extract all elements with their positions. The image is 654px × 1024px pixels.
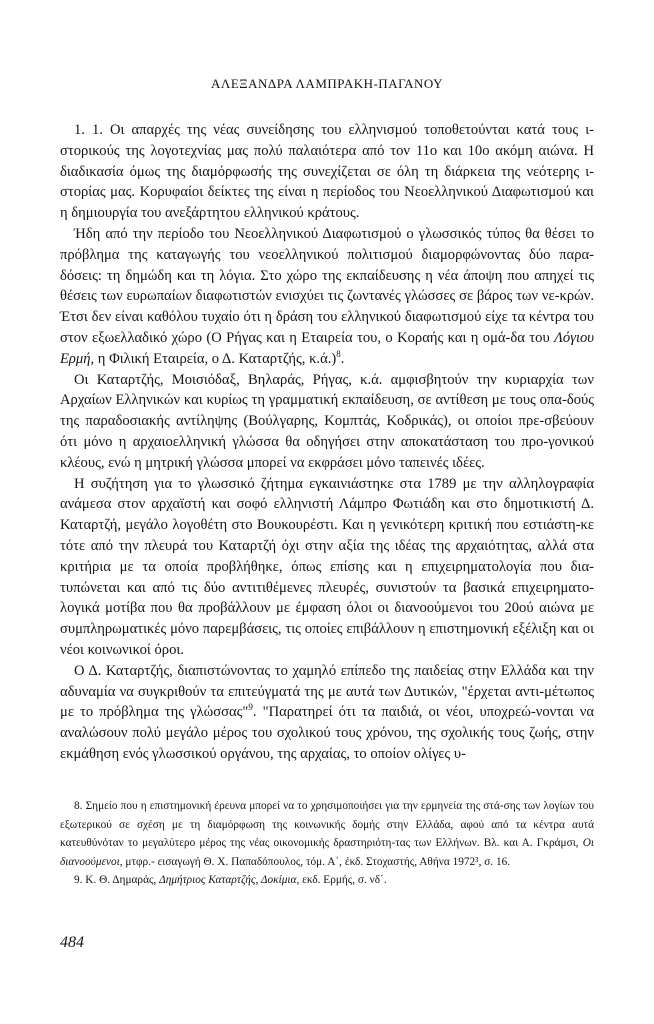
paragraph-3: Οι Καταρτζής, Μοισιόδαξ, Βηλαράς, Ρήγας, κ.ά. αμφισβητούν την κυριαρχία των Αρχαίων Ελληνικών και κυρίως τη γραμματική εκπαίδευση, σε αντίθεση με τους οπα-δούς της παραδοσιακής αντίληψης (Βούλγαρης, Κομπτάς, Κοδρικάς), οι οποίοι πρε-σβεύουν ότι μόνο η αρχαιοελληνική γλώσσα θα οδηγήσει στην αποκατάσταση του προ-γονικού κλέους, ενώ η μητρική γλώσσα μπορεί να εκφράσει μόνο ταπεινές ιδέες. xyxy=(60,371,594,471)
paragraph-1: 1. 1. Οι απαρχές της νέας συνείδησης του ελληνισμού τοποθετούνται κατά τους ι-στορικούς της λογοτεχνίας μας πολύ παλαιότερα από τον 11ο και 10ο ακόμη αιώνα. Η διαδικασία όμως της διαμόρφωσής της συνεχίζεται σε όλη τη διάρκεια της νεότερης ι-στορίας μας. Κορυφαίοι δείκτες της είναι η περίοδος του Νεοελληνικού Διαφωτισμού και η δημιουργία του ανεξάρτητου ελληνικού κράτους. xyxy=(60,122,594,222)
footnote-9-text-a: 9. Κ. Θ. Δημαράς, xyxy=(74,874,160,886)
paragraph-2-text-a: Ήδη από την περίοδο του Νεοελληνικού Διαφωτισμού ο γλωσσικός τύπος θα θέσει το πρόβλημα της καταγωγής του νεοελληνικού πολιτισμού διαμορφώνοντας δύο παρα-δόσεις: τη δημώδη και τη λόγια. Στο χώρο της εκπαίδευσης η νέα άποψη που απηχεί τις θέσεις των ευρωπαίων διαφωτιστών ενισχύει τις ζωντανές γλώσσες σε βάρος των νε-κρών. Έτσι δεν είναι καθόλου τυχαίο ότι η δράση του ελληνικού διαφωτισμού είχε τα κέντρα του στον εξωελλαδικό χώρο (Ο Ρήγας και η Εταιρεία του, ο Κοραής και η ομά-δα του xyxy=(60,225,594,346)
footnote-8 xyxy=(60,797,594,871)
footnote-8-text-a: 8. Σημείο που η επιστημονική έρευνα μπορεί να το χρησιμοποιήσει για την ερμηνεία της στά-σης των λογίων του εξωτερικού σε σχέση με τη διαμόρφωση της κοινωνικής δομής στην Ελλάδα, αφού από τα κέντρα αυτά κατευθύνόταν το μεγαλύτερο μέρος της νέας οικονομικής δραστηριότη-τας των Ελλήνων. Βλ. και Α. Γκράμσι, xyxy=(60,800,594,849)
paragraph-5-text-a: Ο Δ. Καταρτζής, διαπιστώνοντας το χαμηλό επίπεδο της παιδείας στην Ελλάδα και την αδυναμία να συγκριθούν τα επιτεύγματά της με αυτά των Δυτικών, "έρχεται αντι-μέτωπος με το πρόβλημα της γλώσσας" xyxy=(60,662,594,721)
paragraph-2 xyxy=(60,224,594,370)
footnote-ref-8: 8 xyxy=(336,348,341,359)
footnote-9-italic: Δημήτριος Καταρτζής, Δοκίμια xyxy=(159,874,297,886)
footnote-8-text-b: , μτφρ.- εισαγωγή Θ. Χ. Παπαδόπουλος, τόμ. Α΄, έκδ. Στοχαστής, Αθήνα 1972³, σ. 16. xyxy=(119,855,511,868)
paragraph-2-italic-title: Λόγιου Ερμή xyxy=(60,329,594,367)
main-text xyxy=(60,120,594,765)
footnote-9-text-b: , εκδ. Ερμής, σ. νδ΄. xyxy=(296,874,387,886)
footnotes xyxy=(60,797,594,890)
footnote-8-italic: Οι διανοούμενοι xyxy=(60,837,594,868)
footnote-ref-9: 9 xyxy=(248,702,253,713)
paragraph-5 xyxy=(60,661,594,765)
paragraph-5-text-b: . "Παρατηρεί ότι τα παιδιά, οι νέοι, υποχρεώ-νονται να αναλώσουν πολύ μεγάλο μέρος του σχολικού τους χρόνου, της σχολικής τους ζωής, στην εκμάθηση ενός γλωσσικού οργάνου, της αρχαίας, το οποίον ολίγες υ- xyxy=(60,704,595,762)
footnote-9 xyxy=(60,871,594,890)
paragraph-2-text-c: . xyxy=(340,350,345,367)
paragraph-4: Η συζήτηση για το γλωσσικό ζήτημα εγκαινιάστηκε στα 1789 με την αλληλογραφία ανάμεσα στον αρχαϊστή και σοφό ελληνιστή Λάμπρο Φωτιάδη και στο δημοτικιστή Δ. Καταρτζή, μεγάλο λογοθέτη στο Βουκουρέστι. Και η γενικότερη κριτική που εστιάστη-κε τότε από την πλευρά του Καταρτζή όχι στην αξία της ιδέας της αρχαιότητας, αλλά στα κριτήρια με τα οποία προβλήθηκε, όπως επίσης και η επιχειρηματολογία που δια-τυπώνεται και από τις δύο αντιτιθέμενες πλευρές, συνιστούν τα βασικά επιχειρηματο-λογικά μοτίβα που θα προβάλλουν με έμφαση όλοι οι διανοούμενοι του 20ού αιώνα με συμπληρωματικές μόνο παρεμβάσεις, τις οποίες επιβάλλουν η επιστημονική εξέλιξη και οι νέοι κοινωνικοί όροι. xyxy=(60,475,594,658)
paragraph-2-text-b: , η Φιλική Εταιρεία, ο Δ. Καταρτζής, κ.ά.) xyxy=(90,350,337,367)
running-header: ΑΛΕΞΑΝΔΡΑ ΛΑΜΠΡΑΚΗ-ΠΑΓΑΝΟΥ xyxy=(211,76,443,91)
page-number: 484 xyxy=(60,934,84,951)
